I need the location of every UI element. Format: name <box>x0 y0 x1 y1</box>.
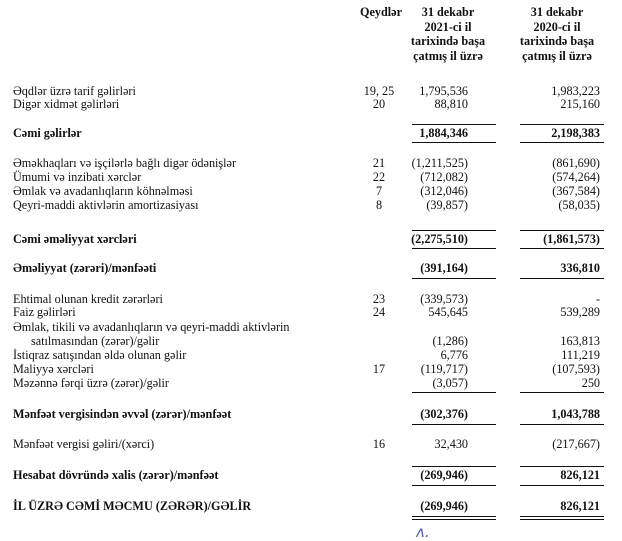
rule-above-total <box>520 466 604 467</box>
value-2021: (391,164) <box>420 261 468 275</box>
rule-below-total <box>412 424 496 425</box>
row-label: Hesabat dövründə xalis (zərər)/mənfəət <box>13 468 219 482</box>
row-label: Əmlak, tikili və avadanlıqların və qeyri-maddi aktivlərin <box>13 320 290 334</box>
table-row-total <box>0 261 622 276</box>
value-2021: 32,430 <box>434 437 468 451</box>
row-label: Əmlak və avadanlıqların köhnəlməsi <box>13 184 193 198</box>
row-label: Ehtimal olunan kredit zərərləri <box>13 292 163 306</box>
row-note: 8 <box>375 198 383 212</box>
value-2020: 539,289 <box>560 305 600 319</box>
value-2021: (119,717) <box>420 362 468 376</box>
rule-above-total <box>520 124 604 125</box>
row-label: Məzənnə fərqi üzrə (zərər)/gəlir <box>13 376 169 390</box>
rule-below-total <box>520 424 604 425</box>
row-note: 24 <box>372 305 386 319</box>
table-row <box>0 348 622 363</box>
row-label: Əməkhaqları və işçilərlə bağlı digər ödənişlər <box>13 156 237 170</box>
table-row <box>0 376 622 391</box>
rule-below-total <box>412 248 496 249</box>
value-2021: (1,286) <box>432 334 468 348</box>
value-2020: 250 <box>581 376 600 390</box>
table-row <box>0 184 622 199</box>
rule-below-total <box>520 248 604 249</box>
table-row-grand-total <box>0 499 622 514</box>
rule-above-total <box>412 230 496 231</box>
row-label: Faiz gəlirləri <box>13 305 76 319</box>
table-row <box>0 170 622 185</box>
table-row <box>0 362 622 377</box>
row-label: Mənfəət vergisi gəliri/(xərci) <box>13 437 155 451</box>
row-label: İL ÜZRƏ CƏMİ MƏCMU (ZƏRƏR)/GƏLİR <box>13 499 252 513</box>
row-note: 21 <box>372 156 386 170</box>
value-2021: (269,946) <box>420 468 468 482</box>
double-rule-bottom <box>412 519 496 520</box>
rule-below-total <box>412 485 496 486</box>
double-rule-top <box>520 516 604 517</box>
row-note: 16 <box>372 437 386 451</box>
row-note: 19, 25 <box>363 84 395 98</box>
value-2021: (39,857) <box>426 198 468 212</box>
row-label: Mənfəət vergisindən əvvəl (zərər)/mənfəət <box>13 407 232 421</box>
row-label: İstiqraz satışından əldə olunan gəlir <box>13 348 187 362</box>
value-2020: 111,219 <box>561 348 600 362</box>
table-row-total <box>0 126 622 141</box>
value-2020: (58,035) <box>558 198 600 212</box>
rule-below-total <box>520 142 604 143</box>
value-2021: 545,645 <box>428 305 468 319</box>
row-label: Əqdlər üzrə tarif gəlirləri <box>13 84 136 98</box>
row-label: Ümumi və inzibati xərclər <box>13 170 142 184</box>
table-row <box>0 198 622 213</box>
table-row-total <box>0 468 622 483</box>
rule-below-total <box>412 278 496 279</box>
value-2020: (861,690) <box>552 156 600 170</box>
value-2020: 826,121 <box>560 468 600 482</box>
row-label: Cəmi gəlirlər <box>13 126 82 140</box>
handwritten-mark: ʌ. <box>416 523 430 541</box>
rule-below-total <box>520 485 604 486</box>
row-note: 7 <box>375 184 383 198</box>
value-2020: 215,160 <box>560 97 600 111</box>
value-2021: (269,946) <box>420 499 468 513</box>
value-2020: 1,043,788 <box>551 407 600 421</box>
row-label: Digər xidmət gəlirləri <box>13 97 120 111</box>
row-note: 23 <box>372 292 386 306</box>
col-2021-header: 31 dekabr 2021-ci il tarixində başa çatmış il üzrə <box>410 5 486 63</box>
value-2020: 336,810 <box>560 261 600 275</box>
value-2021: (3,057) <box>432 376 468 390</box>
value-2021: (339,573) <box>420 292 468 306</box>
value-2021: 1,884,346 <box>419 126 468 140</box>
table-row <box>0 97 622 112</box>
row-label: satılmasından (zərər)/gəlir <box>31 334 160 348</box>
table-row <box>0 334 622 349</box>
rule-above-total <box>412 466 496 467</box>
row-label: Maliyyə xərcləri <box>13 362 94 376</box>
notes-column-header: Qeydlər <box>360 5 402 19</box>
value-2021: (302,376) <box>420 407 468 421</box>
value-2021: (312,046) <box>420 184 468 198</box>
value-2020: (574,264) <box>552 170 600 184</box>
row-label: Cəmi əməliyyat xərcləri <box>13 232 137 246</box>
table-row <box>0 437 622 452</box>
double-rule-top <box>412 516 496 517</box>
col-2020-header: 31 dekabr 2020-ci il tarixində başa çatmış il üzrə <box>519 5 595 63</box>
value-2021: (2,275,510) <box>411 232 468 246</box>
value-2020: (217,667) <box>552 437 600 451</box>
value-2021: (712,082) <box>420 170 468 184</box>
row-label: Əməliyyat (zərəri)/mənfəəti <box>13 261 157 275</box>
value-2020: (107,593) <box>552 362 600 376</box>
row-label: Qeyri-maddi aktivlərin amortizasiyası <box>13 198 199 212</box>
value-2020: 826,121 <box>560 499 600 513</box>
value-2021: 6,776 <box>440 348 468 362</box>
rule-above-total <box>520 392 604 393</box>
value-2020: 1,983,223 <box>551 84 600 98</box>
value-2020: 163,813 <box>560 334 600 348</box>
rule-above-total <box>412 124 496 125</box>
value-2021: 88,810 <box>434 97 468 111</box>
table-row <box>0 320 622 335</box>
double-rule-bottom <box>520 519 604 520</box>
value-2021: 1,795,536 <box>419 84 468 98</box>
rule-below-total <box>520 278 604 279</box>
row-note: 17 <box>372 362 386 376</box>
row-note: 22 <box>372 170 386 184</box>
value-2020: 2,198,383 <box>551 126 600 140</box>
value-2020: (367,584) <box>552 184 600 198</box>
table-row-total <box>0 407 622 422</box>
value-2020: (1,861,573) <box>543 232 600 246</box>
value-2021: (1,211,525) <box>411 156 468 170</box>
table-row <box>0 156 622 171</box>
table-row-total <box>0 232 622 247</box>
rule-below-total <box>412 142 496 143</box>
rule-above-total <box>412 392 496 393</box>
rule-above-total <box>520 230 604 231</box>
value-2020: - <box>595 292 600 306</box>
row-note: 20 <box>372 97 386 111</box>
table-row <box>0 305 622 320</box>
